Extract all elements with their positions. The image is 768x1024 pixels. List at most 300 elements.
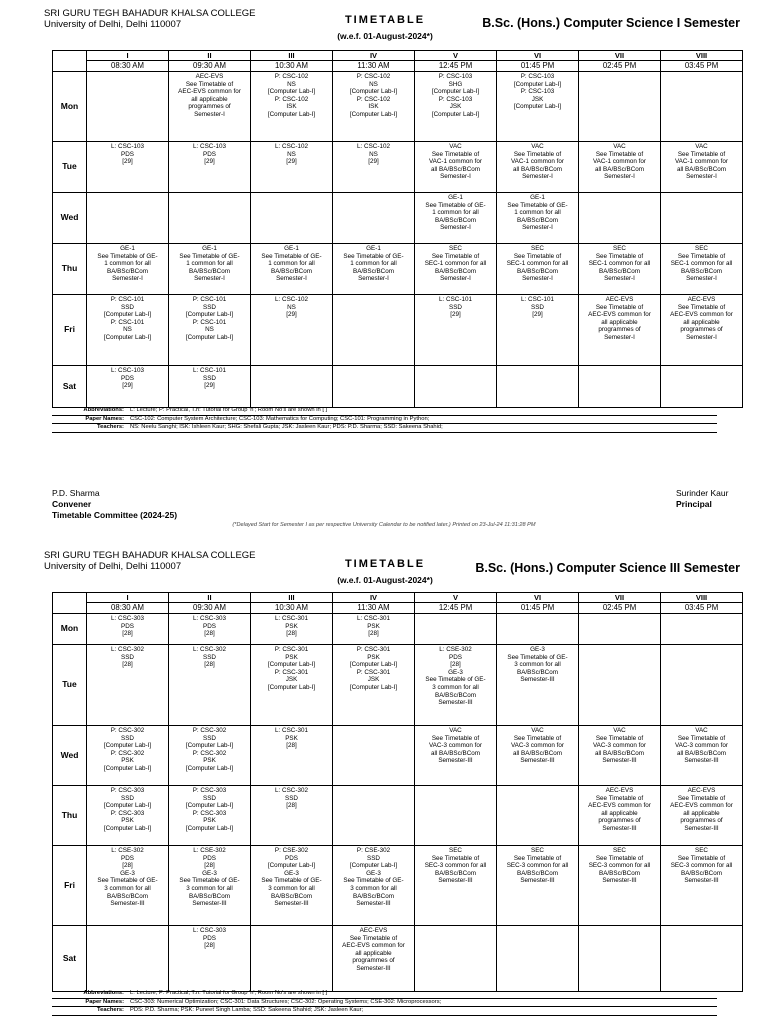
slot-line: PSK xyxy=(367,653,380,661)
slot-line: SSD xyxy=(121,653,134,661)
slot-line: GE-1 xyxy=(202,245,217,252)
period-number: II xyxy=(169,51,251,61)
slot-cell xyxy=(661,72,743,142)
slot-line: [Computer Lab-I] xyxy=(349,88,398,96)
slot-line: VAC-3 common for xyxy=(592,742,647,750)
slot-line: SSD xyxy=(367,854,380,862)
slot-line: See Timetable of xyxy=(513,252,562,260)
period-time: 11:30 AM xyxy=(333,603,415,614)
slot-line: BA/BSc/BCom xyxy=(435,691,476,699)
slot-line: PDS xyxy=(203,934,216,942)
slot-line: P: CSC-302 xyxy=(192,727,227,734)
slot-line: [Computer Lab-I] xyxy=(513,103,562,111)
slot-cell xyxy=(333,244,415,295)
slot-line: BA/BSc/BCom xyxy=(107,892,148,900)
period-number: II xyxy=(169,593,251,603)
slot-cell xyxy=(87,786,169,846)
slot-cell xyxy=(579,614,661,645)
day-row xyxy=(53,366,743,408)
slot-line: [28] xyxy=(368,630,379,638)
slot-line: See Timetable of xyxy=(677,734,726,742)
slot-line: 3 common for all xyxy=(186,884,233,892)
slot-line: GE-1 xyxy=(530,194,545,201)
slot-line: programmes of xyxy=(188,103,231,111)
slot-line: JSK xyxy=(449,103,462,111)
day-label: Sat xyxy=(53,366,87,408)
slot-line: L: CSC-103 xyxy=(111,367,144,374)
slot-line: P: CSC-103 xyxy=(438,95,473,103)
abbreviation-row xyxy=(52,407,717,416)
slot-line: Semester-I xyxy=(276,275,307,283)
timetable-grid xyxy=(52,50,743,408)
slot-line: VAC-3 common for xyxy=(510,742,565,750)
slot-line: BA/BSc/BCom xyxy=(271,267,312,275)
college-name: SRI GURU TEGH BAHADUR KHALSA COLLEGE xyxy=(44,8,256,19)
slot-line: Semester-I xyxy=(522,275,553,283)
slot-line: BA/BSc/BCom xyxy=(435,216,476,224)
slot-line: L: CSC-303 xyxy=(193,615,226,622)
slot-cell xyxy=(251,846,333,926)
day-label: Mon xyxy=(53,614,87,645)
slot-cell xyxy=(415,846,497,926)
slot-line: L: CSE-302 xyxy=(193,847,226,854)
slot-line: VAC-1 common for xyxy=(428,158,483,166)
slot-line: BA/BSc/BCom xyxy=(681,267,722,275)
slot-cell xyxy=(169,244,251,295)
slot-cell xyxy=(579,645,661,726)
slot-line: PDS xyxy=(121,150,134,158)
slot-line: VAC xyxy=(449,143,462,150)
slot-line: [Computer Lab-I] xyxy=(103,333,152,341)
committee-name: Timetable Committee (2024-25) xyxy=(52,510,178,520)
day-label: Wed xyxy=(53,193,87,244)
slot-cell xyxy=(333,366,415,408)
slot-line: [Computer Lab-I] xyxy=(513,80,562,88)
slot-cell xyxy=(251,295,333,366)
slot-line: BA/BSc/BCom xyxy=(517,869,558,877)
slot-line: See Timetable of xyxy=(677,150,726,158)
slot-line: BA/BSc/BCom xyxy=(435,267,476,275)
slot-line: GE-3 xyxy=(448,668,463,676)
slot-line: See Timetable of xyxy=(595,150,644,158)
slot-line: NS xyxy=(287,150,296,158)
slot-line: P: CSC-101 xyxy=(192,296,227,303)
slot-cell xyxy=(169,786,251,846)
slot-line: programmes of xyxy=(352,957,395,965)
slot-line: Semester-III xyxy=(438,699,473,707)
period-number: IV xyxy=(333,593,415,603)
slot-line: [29] xyxy=(450,311,461,319)
slot-line: P: CSC-302 xyxy=(110,749,145,757)
slot-line: See Timetable of xyxy=(431,150,480,158)
abbreviation-label: Teachers: xyxy=(97,424,124,430)
slot-line: PSK xyxy=(203,757,216,765)
slot-line: See Timetable of xyxy=(513,734,562,742)
slot-line: Semester-III xyxy=(438,757,473,765)
slot-line: [Computer Lab-I] xyxy=(185,742,234,750)
principal-name: Surinder Kaur xyxy=(676,488,729,498)
slot-line: JSK xyxy=(367,676,380,684)
slot-line: BA/BSc/BCom xyxy=(271,892,312,900)
slot-line: Semester-III xyxy=(110,900,145,908)
slot-line: L: CSC-101 xyxy=(193,367,226,374)
slot-cell xyxy=(169,726,251,786)
slot-line: Semester-III xyxy=(192,900,227,908)
period-time: 08:30 AM xyxy=(87,61,169,72)
period-time: 10:30 AM xyxy=(251,61,333,72)
slot-line: ISK xyxy=(368,103,379,111)
slot-line: all BA/BSc/BCom xyxy=(431,749,480,757)
slot-line: PSK xyxy=(121,817,134,825)
slot-line: L: CSE-302 xyxy=(439,646,472,653)
day-row xyxy=(53,614,743,645)
slot-line: [28] xyxy=(286,742,297,750)
slot-line: AEC-EVS xyxy=(687,787,716,794)
slot-line: PDS xyxy=(121,374,134,382)
slot-cell xyxy=(661,786,743,846)
slot-line: See Timetable of xyxy=(513,150,562,158)
period-time: 01:45 PM xyxy=(497,603,579,614)
abbreviation-text: CSC-102: Computer System Architecture; CSC-103: Mathematics for Computing; CSC-101: Programming in Python; xyxy=(130,415,430,422)
slot-line: Semester-I xyxy=(522,173,553,181)
slot-line: P: CSC-302 xyxy=(192,749,227,757)
slot-cell xyxy=(333,726,415,786)
principal-role: Principal xyxy=(676,499,712,509)
slot-cell xyxy=(579,926,661,992)
slot-line: [Computer Lab-I] xyxy=(185,764,234,772)
slot-line: [29] xyxy=(122,158,133,166)
slot-line: SSD xyxy=(203,653,216,661)
slot-line: See Timetable of GE- xyxy=(97,252,158,260)
slot-cell xyxy=(497,193,579,244)
slot-cell xyxy=(169,193,251,244)
slot-cell xyxy=(415,142,497,193)
slot-line: See Timetable of xyxy=(431,252,480,260)
slot-line: Semester-III xyxy=(602,877,637,885)
slot-line: P: CSC-103 xyxy=(520,73,555,80)
slot-cell xyxy=(251,786,333,846)
slot-line: L: CSC-103 xyxy=(111,143,144,150)
slot-cell xyxy=(251,142,333,193)
slot-line: SEC-3 common for all xyxy=(506,862,569,870)
slot-line: P: CSC-102 xyxy=(274,95,309,103)
period-number: I xyxy=(87,51,169,61)
slot-cell xyxy=(497,366,579,408)
slot-cell xyxy=(661,244,743,295)
period-number: V xyxy=(415,51,497,61)
slot-cell xyxy=(415,72,497,142)
slot-line: See Timetable of xyxy=(677,252,726,260)
period-time: 12:45 PM xyxy=(415,61,497,72)
slot-line: all applicable xyxy=(601,809,638,817)
slot-line: L: CSC-103 xyxy=(193,143,226,150)
day-row xyxy=(53,645,743,726)
slot-line: 1 common for all xyxy=(514,209,561,217)
slot-line: 1 common for all xyxy=(104,260,151,268)
slot-line: P: CSC-102 xyxy=(274,73,309,80)
slot-line: Semester-I xyxy=(194,275,225,283)
day-row xyxy=(53,244,743,295)
slot-cell xyxy=(169,142,251,193)
slot-cell xyxy=(497,142,579,193)
abbreviation-row xyxy=(52,990,717,999)
slot-cell xyxy=(87,645,169,726)
slot-line: P: CSC-101 xyxy=(192,318,227,326)
slot-line: P: CSC-302 xyxy=(110,727,145,734)
slot-line: [Computer Lab-I] xyxy=(185,802,234,810)
slot-line: [Computer Lab-I] xyxy=(431,110,480,118)
slot-line: JSK xyxy=(285,676,298,684)
slot-cell xyxy=(169,72,251,142)
slot-cell xyxy=(497,72,579,142)
slot-line: [29] xyxy=(368,158,379,166)
slot-line: BA/BSc/BCom xyxy=(599,267,640,275)
slot-line: SEC xyxy=(695,847,708,854)
slot-line: BA/BSc/BCom xyxy=(517,668,558,676)
footnote: (*Delayed Start for Semester I as per respective University Calendar to be notified later.) Printed on 23-Jul-24 11:31:28 PM xyxy=(232,522,536,528)
slot-line: Semester-I xyxy=(358,275,389,283)
period-number: III xyxy=(251,51,333,61)
slot-line: BA/BSc/BCom xyxy=(517,267,558,275)
abbreviations-block xyxy=(52,407,717,433)
slot-line: [Computer Lab-I] xyxy=(103,802,152,810)
slot-line: L: CSC-101 xyxy=(439,296,472,303)
abbreviation-row xyxy=(52,424,717,433)
slot-line: 3 common for all xyxy=(514,661,561,669)
slot-line: Semester-I xyxy=(194,110,225,118)
slot-cell xyxy=(579,244,661,295)
slot-cell xyxy=(333,786,415,846)
period-number: VIII xyxy=(661,593,743,603)
period-time: 02:45 PM xyxy=(579,603,661,614)
slot-cell xyxy=(169,614,251,645)
slot-line: all applicable xyxy=(355,949,392,957)
slot-line: [29] xyxy=(204,158,215,166)
slot-line: Semester-III xyxy=(356,964,391,972)
slot-line: [29] xyxy=(122,382,133,390)
slot-line: See Timetable of xyxy=(185,80,234,88)
slot-cell xyxy=(87,244,169,295)
slot-line: SEC-1 common for all xyxy=(588,260,651,268)
period-time: 08:30 AM xyxy=(87,603,169,614)
day-label: Fri xyxy=(53,846,87,926)
slot-line: [28] xyxy=(204,862,215,870)
slot-cell xyxy=(661,366,743,408)
slot-line: GE-3 xyxy=(120,869,135,877)
day-row xyxy=(53,846,743,926)
slot-line: [28] xyxy=(204,661,215,669)
slot-cell xyxy=(661,614,743,645)
slot-cell xyxy=(333,193,415,244)
abbreviation-row xyxy=(52,416,717,425)
slot-line: See Timetable of xyxy=(595,794,644,802)
period-number: VI xyxy=(497,593,579,603)
slot-line: See Timetable of GE- xyxy=(261,252,322,260)
slot-line: programmes of xyxy=(598,817,641,825)
slot-line: ISK xyxy=(286,103,297,111)
slot-line: AEC-EVS common for xyxy=(588,802,651,810)
slot-line: See Timetable of xyxy=(677,794,726,802)
convener-name: P.D. Sharma xyxy=(52,488,100,498)
period-time: 03:45 PM xyxy=(661,61,743,72)
slot-line: Semester-III xyxy=(356,900,391,908)
slot-cell xyxy=(497,846,579,926)
slot-line: SHG xyxy=(448,80,463,88)
slot-line: [Computer Lab-I] xyxy=(185,333,234,341)
slot-line: SEC-1 common for all xyxy=(424,260,487,268)
slot-cell xyxy=(497,244,579,295)
slot-line: 3 common for all xyxy=(350,884,397,892)
slot-line: all applicable xyxy=(601,318,638,326)
slot-line: SSD xyxy=(203,303,216,311)
slot-line: Semester-I xyxy=(686,173,717,181)
slot-line: SEC-1 common for all xyxy=(506,260,569,268)
slot-line: [Computer Lab-I] xyxy=(267,683,316,691)
slot-line: See Timetable of GE- xyxy=(425,201,486,209)
abbreviation-text: CSC-303: Numerical Optimization; CSC-301: Data Structures; CSC-302: Operating Systems; CSE-302: Microprocessors; xyxy=(130,998,442,1005)
slot-line: GE-1 xyxy=(284,245,299,252)
slot-line: AEC-EVS xyxy=(359,927,388,934)
period-number: VII xyxy=(579,51,661,61)
slot-line: P: CSC-102 xyxy=(356,73,391,80)
slot-line: [28] xyxy=(204,942,215,950)
period-number: VII xyxy=(579,593,661,603)
slot-cell xyxy=(333,614,415,645)
slot-line: P: CSC-101 xyxy=(110,296,145,303)
slot-line: Semester-I xyxy=(604,333,635,341)
slot-line: L: CSC-302 xyxy=(111,646,144,653)
wef-date: (w.e.f. 01-August-2024*) xyxy=(337,31,433,41)
slot-line: SSD xyxy=(285,794,298,802)
slot-line: L: CSC-301 xyxy=(275,615,308,622)
slot-line: Semester-III xyxy=(438,877,473,885)
slot-line: P: CSC-303 xyxy=(192,809,227,817)
period-number: IV xyxy=(333,51,415,61)
convener-role: Convener xyxy=(52,499,92,509)
slot-line: See Timetable of GE- xyxy=(97,877,158,885)
slot-line: P: CSC-303 xyxy=(110,809,145,817)
slot-line: Semester-I xyxy=(522,224,553,232)
slot-cell xyxy=(415,926,497,992)
slot-cell xyxy=(251,193,333,244)
program-title: B.Sc. (Hons.) Computer Science III Semester xyxy=(475,561,740,575)
slot-line: Semester-III xyxy=(520,757,555,765)
slot-line: [Computer Lab-I] xyxy=(103,824,152,832)
day-row xyxy=(53,142,743,193)
slot-line: Semester-III xyxy=(684,824,719,832)
slot-cell xyxy=(497,295,579,366)
slot-line: See Timetable of GE- xyxy=(343,877,404,885)
slot-line: all BA/BSc/BCom xyxy=(595,749,644,757)
slot-line: NS xyxy=(287,303,296,311)
slot-line: [28] xyxy=(122,661,133,669)
slot-line: SEC-3 common for all xyxy=(588,862,651,870)
slot-cell xyxy=(497,726,579,786)
slot-cell xyxy=(169,366,251,408)
period-time: 09:30 AM xyxy=(169,61,251,72)
slot-line: SEC xyxy=(613,245,626,252)
slot-line: SSD xyxy=(531,303,544,311)
slot-line: PSK xyxy=(285,653,298,661)
slot-line: [Computer Lab-I] xyxy=(349,661,398,669)
slot-line: PSK xyxy=(203,817,216,825)
slot-cell xyxy=(251,645,333,726)
slot-line: programmes of xyxy=(680,326,723,334)
slot-cell xyxy=(87,926,169,992)
slot-line: BA/BSc/BCom xyxy=(681,869,722,877)
slot-line: P: CSC-103 xyxy=(438,73,473,80)
slot-line: [Computer Lab-I] xyxy=(103,764,152,772)
slot-line: Semester-I xyxy=(604,173,635,181)
abbreviation-label: Paper Names: xyxy=(85,415,124,422)
slot-cell xyxy=(579,726,661,786)
day-label: Mon xyxy=(53,72,87,142)
slot-cell xyxy=(415,295,497,366)
slot-cell xyxy=(333,72,415,142)
slot-line: [Computer Lab-I] xyxy=(267,661,316,669)
slot-cell xyxy=(169,295,251,366)
college-address: University of Delhi, Delhi 110007 xyxy=(44,561,182,572)
day-row xyxy=(53,193,743,244)
slot-line: 1 common for all xyxy=(432,209,479,217)
slot-line: PDS xyxy=(121,854,134,862)
slot-line: See Timetable of GE- xyxy=(507,201,568,209)
slot-line: P: CSC-301 xyxy=(274,668,309,676)
slot-line: AEC-EVS common for xyxy=(342,942,405,950)
slot-line: BA/BSc/BCom xyxy=(517,216,558,224)
day-label: Thu xyxy=(53,786,87,846)
slot-line: AEC-EVS common for xyxy=(670,802,733,810)
slot-cell xyxy=(169,926,251,992)
slot-line: GE-3 xyxy=(284,869,299,877)
slot-line: See Timetable of xyxy=(431,734,480,742)
slot-line: VAC-1 common for xyxy=(592,158,647,166)
slot-cell xyxy=(333,645,415,726)
slot-cell xyxy=(579,142,661,193)
slot-line: PDS xyxy=(203,622,216,630)
slot-line: all BA/BSc/BCom xyxy=(677,749,726,757)
slot-line: [Computer Lab-I] xyxy=(267,110,316,118)
slot-line: AEC-EVS xyxy=(605,787,634,794)
slot-line: L: CSC-102 xyxy=(357,143,390,150)
slot-line: 1 common for all xyxy=(268,260,315,268)
slot-cell xyxy=(579,295,661,366)
slot-line: [Computer Lab-I] xyxy=(349,683,398,691)
slot-line: BA/BSc/BCom xyxy=(599,869,640,877)
slot-line: SSD xyxy=(203,794,216,802)
slot-line: Semester-I xyxy=(440,173,471,181)
slot-line: VAC xyxy=(695,143,708,150)
slot-line: [29] xyxy=(286,311,297,319)
slot-line: SSD xyxy=(449,303,462,311)
slot-cell xyxy=(661,295,743,366)
slot-line: VAC-1 common for xyxy=(674,158,729,166)
slot-line: SSD xyxy=(121,734,134,742)
slot-cell xyxy=(87,193,169,244)
day-row xyxy=(53,726,743,786)
slot-line: See Timetable of xyxy=(595,734,644,742)
slot-line: all applicable xyxy=(683,318,720,326)
slot-cell xyxy=(415,645,497,726)
slot-line: NS xyxy=(123,326,132,334)
slot-line: See Timetable of GE- xyxy=(179,877,240,885)
slot-line: all BA/BSc/BCom xyxy=(595,165,644,173)
slot-line: Semester-I xyxy=(440,275,471,283)
day-label: Tue xyxy=(53,142,87,193)
slot-line: [29] xyxy=(286,158,297,166)
slot-cell xyxy=(661,645,743,726)
slot-line: See Timetable of xyxy=(431,854,480,862)
